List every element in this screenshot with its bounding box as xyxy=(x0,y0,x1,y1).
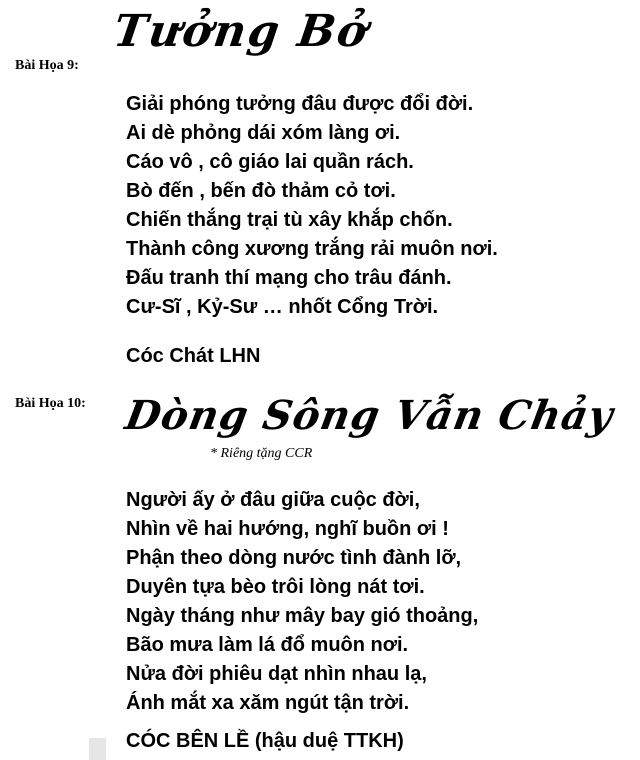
poem-line: Chiến thắng trại tù xây khắp chốn. xyxy=(126,209,453,231)
poem-line: Ai dè phỏng dái xóm làng ơi. xyxy=(126,122,401,144)
poem-9-verse xyxy=(126,90,498,322)
poem-line: Ánh mắt xa xăm ngút tận trời. xyxy=(126,692,410,714)
poem-line: Duyên tựa bèo trôi lòng nát tơi. xyxy=(126,576,425,598)
poem-line: Nhìn về hai hướng, nghĩ buồn ơi ! xyxy=(126,518,449,540)
poem-line: Bò đến , bến đò thảm cỏ tơi. xyxy=(126,180,396,202)
poem-10-verse xyxy=(126,486,478,718)
decorative-gray-block xyxy=(89,738,106,760)
poem-10-signature: CÓC BÊN LỀ (hậu duệ TTKH) xyxy=(126,730,404,752)
poem-10-title: Dòng Sông Vẫn Chảy xyxy=(121,392,618,439)
poem-line: Giải phóng tưởng đâu được đổi đời. xyxy=(126,93,474,115)
poem-line: Phận theo dòng nước tình đành lỡ, xyxy=(126,547,462,569)
poem-10-label: Bài Họa 10: xyxy=(15,396,86,411)
poem-9-title: Tưởng Bở xyxy=(110,6,373,57)
poem-line: Ngày tháng như mây bay gió thoảng, xyxy=(126,605,479,627)
poem-10-dedication: * Riêng tặng CCR xyxy=(210,446,313,461)
poem-line: Nửa đời phiêu dạt nhìn nhau lạ, xyxy=(126,663,427,685)
poem-line: Đấu tranh thí mạng cho trâu đánh. xyxy=(126,267,452,289)
poem-9-label: Bài Họa 9: xyxy=(15,58,79,73)
poem-line: Thành công xương trắng rải muôn nơi. xyxy=(126,238,498,260)
poem-9-signature: Cóc Chát LHN xyxy=(126,345,261,367)
poem-line: Bão mưa làm lá đổ muôn nơi. xyxy=(126,634,409,656)
poem-line: Cư-Sĩ , Kỷ-Sư … nhốt Cổng Trời. xyxy=(126,296,439,318)
poem-line: Người ấy ở đâu giữa cuộc đời, xyxy=(126,489,420,511)
poem-line: Cáo vô , cô giáo lai quần rách. xyxy=(126,151,414,173)
